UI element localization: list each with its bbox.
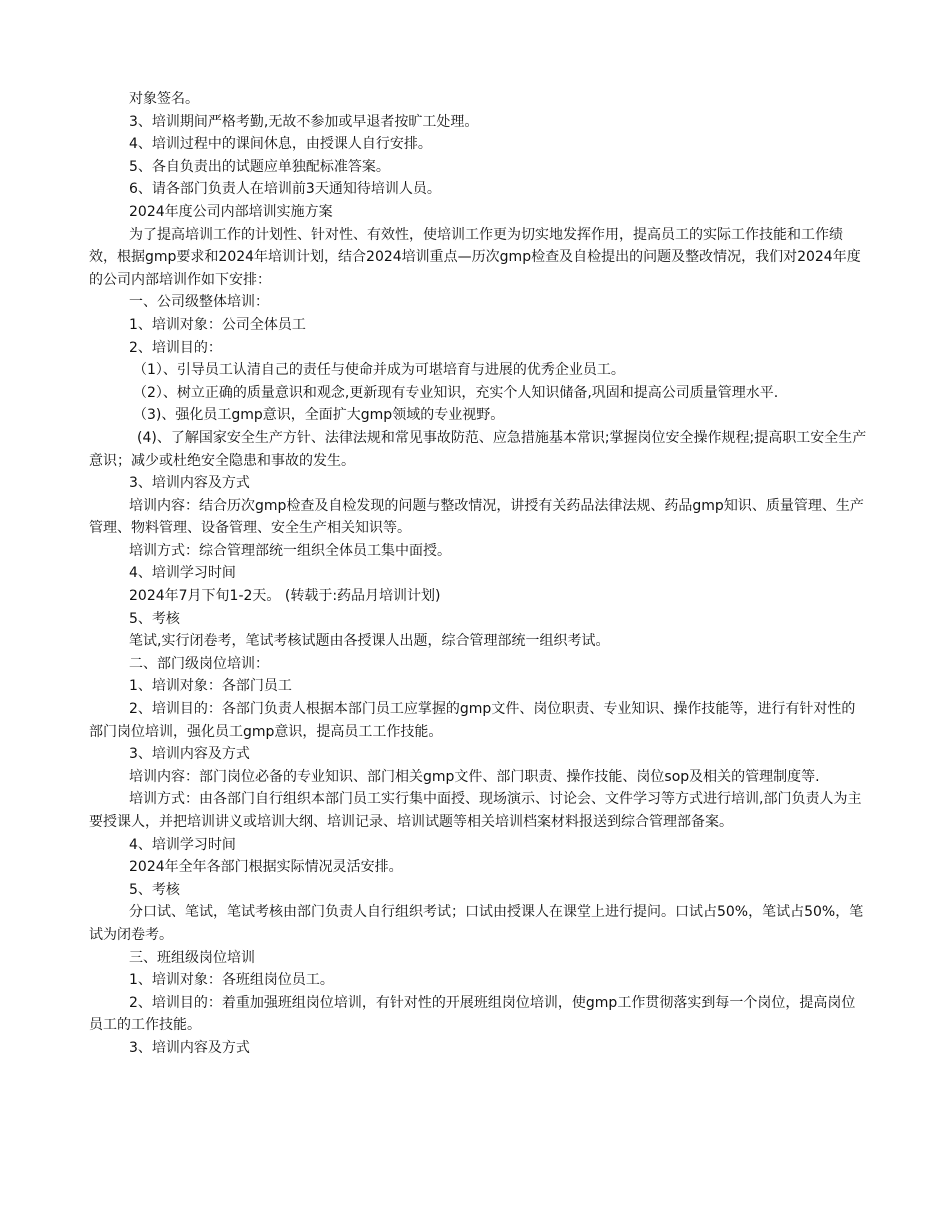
- text-line-with-note: [89, 585, 869, 608]
- text-line: 3、培训内容及方式: [129, 746, 250, 763]
- paragraph: 培训方式：由各部门自行组织本部门员工实行集中面授、现场演示、讨论会、文件学习等方式进行培训,部门负责人为主要授课人，并把培训讲义或培训大纲、培训记录、培训试题等相关培训档案材料报送到综合管理部备案。: [89, 791, 862, 830]
- text-line: 5、各自负责出的试题应单独配标准答案。: [129, 158, 390, 175]
- paragraph: 笔试,实行闭卷考，笔试考核试题由各授课人出题，综合管理部统一组织考试。: [129, 633, 610, 650]
- paragraph: 为了提高培训工作的计划性、针对性、有效性，使培训工作更为切实地发挥作用，提高员工的实际工作技能和工作绩效，根据gmp要求和2024年培训计划，结合2024培训重点—历次gmp检查及自检提出的问题及整改情况，我们对2024年度的公司内部培训作如下安排：: [89, 226, 861, 288]
- text-line: 5、考核: [129, 610, 180, 627]
- text-line: 1、培训对象：各部门员工: [129, 678, 292, 695]
- text-line: 6、请各部门负责人在培训前3天通知待培训人员。: [129, 181, 441, 198]
- text-line: 2、培训目的：: [129, 339, 222, 356]
- list-item: (4)、了解国家安全生产方针、法律法规和常见事故防范、应急措施基本常识;掌握岗位安全操作规程;提高职工安全生产意识；减少或杜绝安全隐患和事故的发生。: [89, 429, 867, 469]
- list-item: （3)、强化员工gmp意识，全面扩大gmp领域的专业视野。: [133, 407, 505, 424]
- paragraph: 2、培训目的：着重加强班组岗位培训，有针对性的开展班组岗位培训，使gmp工作贯彻落实到每一个岗位，提高岗位员工的工作技能。: [89, 994, 856, 1034]
- list-item: （2）、树立正确的质量意识和观念,更新现有专业知识，充实个人知识储备,巩固和提高公司质量管理水平.: [133, 384, 779, 401]
- paragraph: 分口试、笔试，笔试考核由部门负责人自行组织考试；口试由授课人在课堂上进行提问。口试占50%，笔试占50%，笔试为闭卷考。: [89, 904, 864, 943]
- heading-level1: 二、部门级岗位培训：: [129, 655, 269, 672]
- text-line: 培训方式：综合管理部统一组织全体员工集中面授。: [129, 542, 451, 559]
- section-title: 2024年度公司内部培训实施方案: [129, 203, 333, 220]
- document-body: [89, 88, 869, 1060]
- text-line: 4、培训学习时间: [129, 836, 236, 853]
- paragraph: 培训内容：部门岗位必备的专业知识、部门相关gmp文件、部门职责、操作技能、岗位sop及相关的管理制度等.: [129, 768, 820, 785]
- text-line: 4、培训过程中的课间休息，由授课人自行安排。: [129, 136, 432, 153]
- text-line: 对象签名。: [129, 91, 199, 107]
- paragraph: 培训内容：结合历次gmp检查及自检发现的问题与整改情况，讲授有关药品法律法规、药品gmp知识、质量管理、生产管理、物料管理、设备管理、安全生产相关知识等。: [89, 497, 864, 537]
- text-line: 4、培训学习时间: [129, 565, 236, 582]
- text-line: 1、培训对象：各班组岗位员工。: [129, 972, 334, 989]
- text-line: 1、培训对象：公司全体员工: [129, 316, 306, 333]
- text-line: 5、考核: [129, 881, 180, 898]
- text-line: 3、培训期间严格考勤,无故不参加或早退者按旷工处理。: [129, 113, 479, 130]
- side-note: (转载于:药品月培训计划): [284, 588, 441, 605]
- list-item: （1）、引导员工认清自己的责任与使命并成为可堪培育与进展的优秀企业员工。: [133, 362, 625, 379]
- heading-level1: 三、班组级岗位培训: [129, 949, 255, 966]
- heading-level1: 一、公司级整体培训：: [129, 294, 269, 311]
- text-line: 2024年7月下旬1-2天。: [129, 588, 281, 605]
- text-line: 3、培训内容及方式: [129, 1039, 250, 1056]
- text-line: 2024年全年各部门根据实际情况灵活安排。: [129, 859, 403, 876]
- paragraph: 2、培训目的：各部门负责人根据本部门员工应掌握的gmp文件、岗位职责、专业知识、操作技能等，进行有针对性的部门岗位培训，强化员工gmp意识，提高员工工作技能。: [89, 701, 856, 740]
- text-line: 3、培训内容及方式: [129, 475, 250, 492]
